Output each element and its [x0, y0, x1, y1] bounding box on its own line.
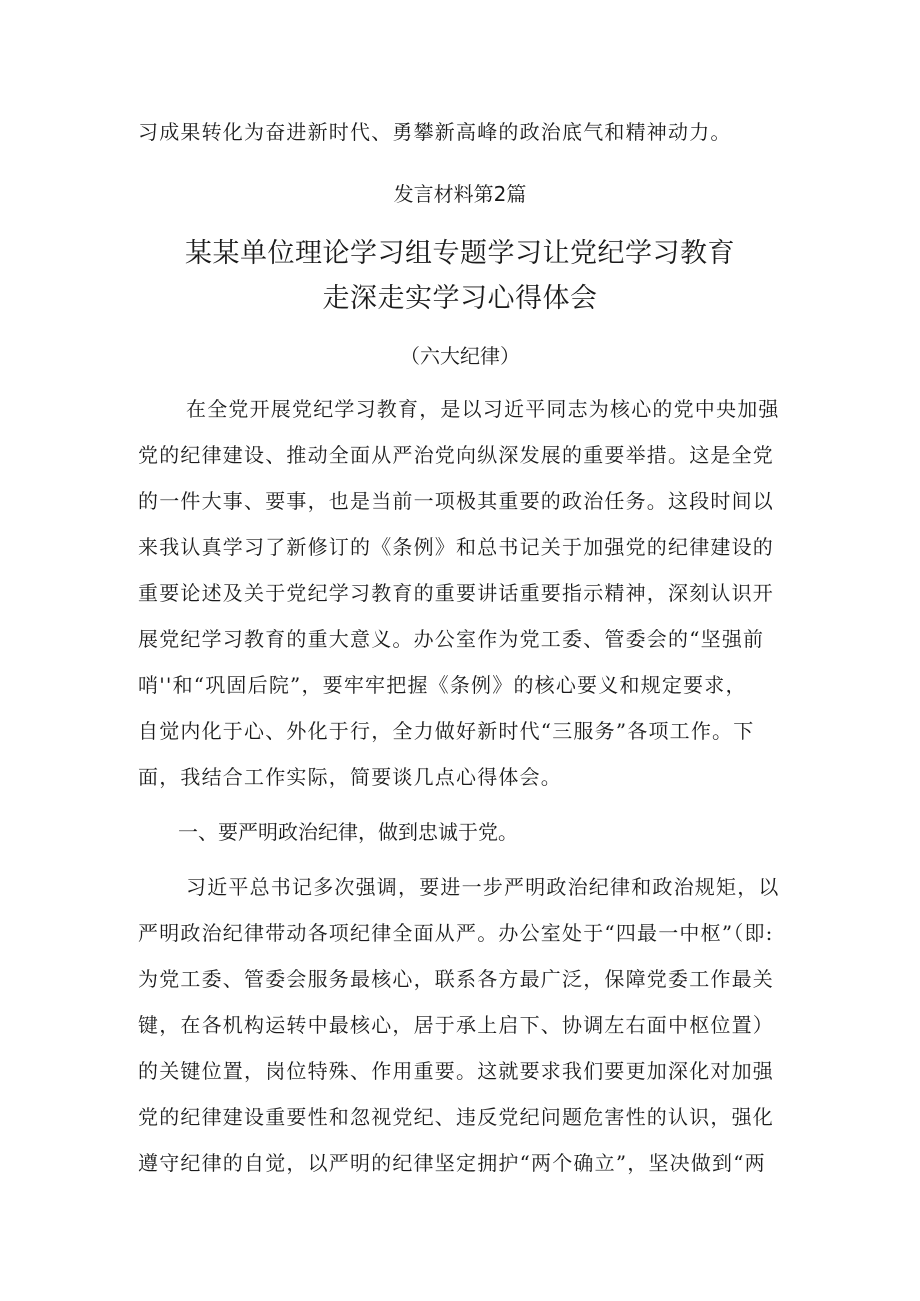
paragraph-line: 遵守纪律的自觉，以严明的纪律坚定拥护“两个确立”，坚决做到“两: [138, 1151, 766, 1175]
section-label: 发言材料第2篇: [393, 182, 527, 206]
section-heading-1: 一、要严明政治纪律，做到忠诚于党。: [178, 820, 518, 844]
paragraph-line: 面，我结合工作实际，简要谈几点心得体会。: [138, 765, 562, 789]
paragraph-line: 哨''和“巩固后院”，要牢牢把握《条例》的核心要义和规定要求，: [138, 673, 747, 697]
paragraph-line: 习近平总书记多次强调，要进一步严明政治纪律和政治规矩，以: [186, 875, 780, 899]
paragraph-line: 键，在各机构运转中最核心，居于承上启下、协调左右面中枢位置）: [138, 1013, 774, 1037]
paragraph-line: 重要论述及关于党纪学习教育的重要讲话重要指示精神，深刻认识开: [138, 581, 774, 605]
title-line-2: 走深走实学习心得体会: [322, 283, 598, 314]
paragraph-line: 来我认真学习了新修订的《条例》和总书记关于加强党的纪律建设的: [138, 535, 774, 559]
paragraph-line: 的一件大事、要事，也是当前一项极其重要的政治任务。这段时间以: [138, 489, 774, 513]
paragraph-line: 的关键位置，岗位特殊、作用重要。这就要求我们要更加深化对加强: [138, 1059, 774, 1083]
subtitle: （六大纪律）: [400, 344, 520, 368]
paragraph-line: 为党工委、管委会服务最核心，联系各方最广泛，保障党委工作最关: [138, 967, 774, 991]
title-line-1: 某某单位理论学习组专题学习让党纪学习教育: [185, 238, 735, 269]
paragraph-line: 严明政治纪律带动各项纪律全面从严。办公室处于“四最一中枢”（即:: [138, 921, 774, 945]
paragraph-line: 党的纪律建设重要性和忽视党纪、违反党纪问题危害性的认识，强化: [138, 1105, 774, 1129]
paragraph-line: 自觉内化于心、外化于行，全力做好新时代“三服务”各项工作。下: [138, 719, 755, 743]
paragraph-line: 在全党开展党纪学习教育，是以习近平同志为核心的党中央加强: [186, 397, 780, 421]
paragraph-line: 党的纪律建设、推动全面从严治党向纵深发展的重要举措。这是全党: [138, 443, 774, 467]
paragraph-line: 展党纪学习教育的重大意义。办公室作为党工委、管委会的“坚强前: [138, 627, 765, 651]
top-line: 习成果转化为奋进新时代、勇攀新高峰的政治底气和精神动力。: [138, 120, 732, 144]
